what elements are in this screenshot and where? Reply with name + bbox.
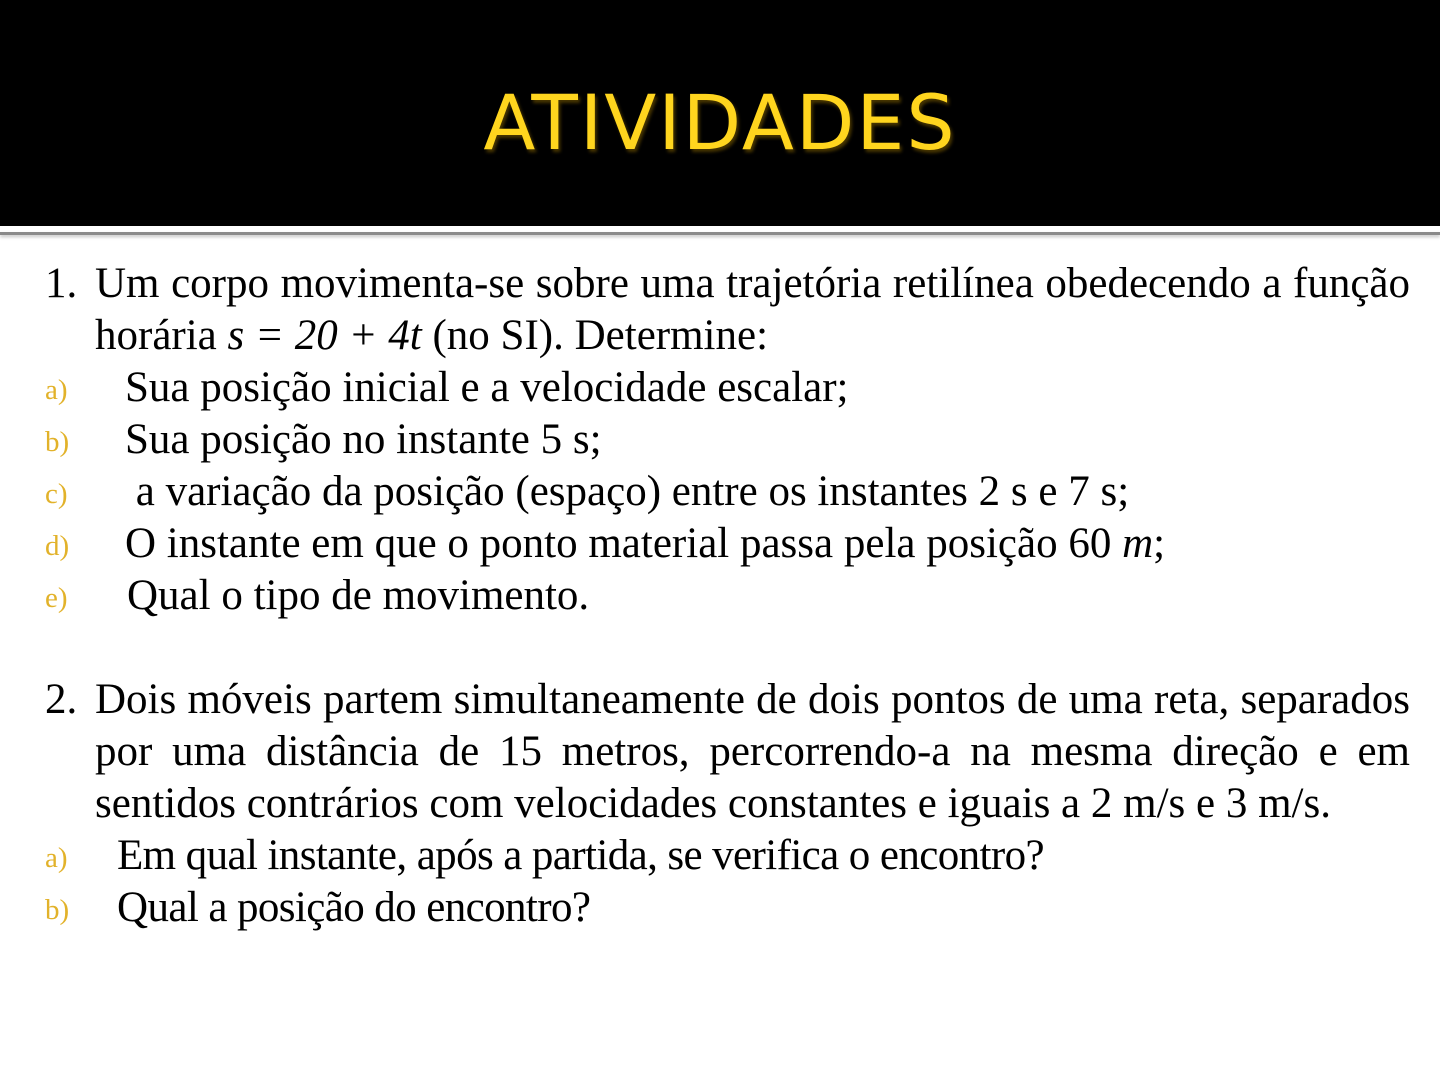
question-2-stem: [45, 674, 1410, 830]
header-divider: [0, 232, 1440, 235]
item-text: Em qual instante, após a partida, se verifica o encontro?: [117, 832, 1044, 879]
punctuation: ;: [1153, 520, 1166, 567]
list-item: [45, 518, 1410, 570]
item-text: Qual o tipo de movimento.: [127, 572, 590, 619]
item-label: b): [45, 894, 70, 926]
item-text: Sua posição inicial e a velocidade escalar;: [125, 364, 849, 411]
slide-body: [45, 258, 1410, 934]
item-text: Sua posição no instante 5 s;: [125, 416, 602, 463]
list-item: [45, 570, 1410, 622]
list-item: [45, 882, 1410, 934]
spacer: [45, 622, 1410, 674]
list-item: [45, 830, 1410, 882]
list-item: [45, 466, 1410, 518]
slide-title: ATIVIDADES: [483, 78, 957, 167]
item-label: b): [45, 426, 70, 458]
list-item: [45, 414, 1410, 466]
unit: m: [1122, 520, 1154, 567]
question-number: 2.: [45, 676, 78, 723]
question-1-stem: [45, 258, 1410, 362]
question-text: Dois móveis partem simultaneamente de dois pontos de uma reta, separados por uma distância de 15 metros, percorrendo-a na mesma direção e em sentidos contrários com velocidades constantes e iguais a 2 m/s e 3 m/s.: [95, 676, 1410, 827]
item-label: d): [45, 530, 70, 562]
item-label: a): [45, 842, 68, 874]
item-text: O instante em que o ponto material passa pela posição 60: [125, 520, 1123, 567]
list-item: [45, 362, 1410, 414]
formula: s = 20 + 4t: [227, 312, 422, 359]
slide-header: [0, 0, 1440, 226]
item-text: Qual a posição do encontro?: [117, 884, 591, 931]
item-label: a): [45, 374, 68, 406]
question-text: (no SI). Determine:: [421, 312, 769, 359]
item-label: c): [45, 478, 68, 510]
question-text: Um corpo movimenta-se sobre uma trajetória retilínea obedecendo a função horária: [95, 260, 1410, 359]
item-text: a variação da posição (espaço) entre os instantes 2 s e 7 s;: [125, 468, 1130, 515]
item-label: e): [45, 582, 68, 614]
question-number: 1.: [45, 260, 78, 307]
